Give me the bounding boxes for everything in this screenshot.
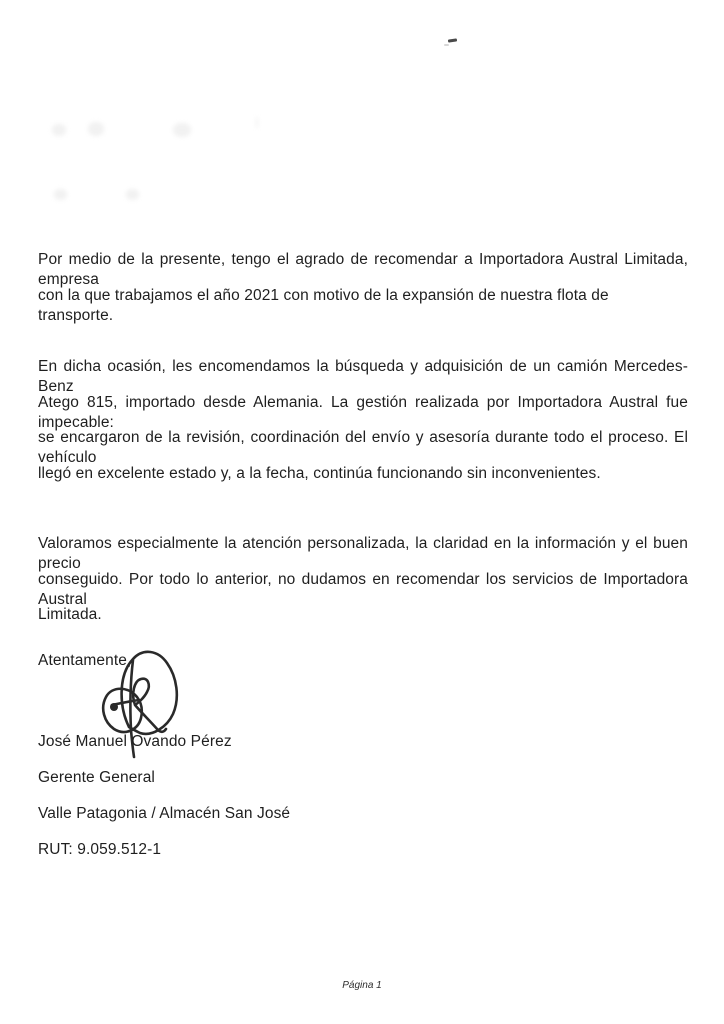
body-line: llegó en excelente estado y, a la fecha, continúa funcionando sin inconvenientes. — [38, 465, 601, 482]
body-line: Por medio de la presente, tengo el agrado de recomendar a Importadora Austral Limitada, empresa — [38, 251, 688, 288]
pen-mark-tail — [444, 44, 449, 46]
pen-mark — [448, 38, 457, 42]
scan-smudge — [54, 189, 67, 200]
signer-title: Gerente General — [38, 769, 155, 786]
body-line: Limitada. — [38, 606, 102, 623]
closing-salutation: Atentamente, — [38, 652, 132, 669]
scan-smudge — [88, 122, 104, 136]
body-line: Valoramos especialmente la atención personalizada, la claridad en la información y el buen precio — [38, 535, 688, 572]
body-line: se encargaron de la revisión, coordinación del envío y asesoría durante todo el proceso. El vehículo — [38, 429, 688, 466]
body-line: En dicha ocasión, les encomendamos la búsqueda y adquisición de un camión Mercedes-Benz — [38, 358, 688, 395]
signer-rut: RUT: 9.059.512-1 — [38, 841, 162, 858]
body-line: Atego 815, importado desde Alemania. La gestión realizada por Importadora Austral fue impecable: — [38, 394, 688, 431]
scan-smudge — [126, 189, 139, 200]
page-number-footer: Página 1 — [342, 980, 382, 991]
body-line: conseguido. Por todo lo anterior, no dudamos en recomendar los servicios de Importadora Austral — [38, 571, 688, 608]
signer-name: José Manuel Ovando Pérez — [38, 733, 232, 750]
scan-smudge — [173, 123, 191, 137]
body-line: con la que trabajamos el año 2021 con motivo de la expansión de nuestra flota de transporte. — [38, 287, 609, 324]
scan-smudge — [52, 124, 66, 136]
scan-smudge — [256, 117, 258, 128]
signer-company: Valle Patagonia / Almacén San José — [38, 805, 291, 822]
